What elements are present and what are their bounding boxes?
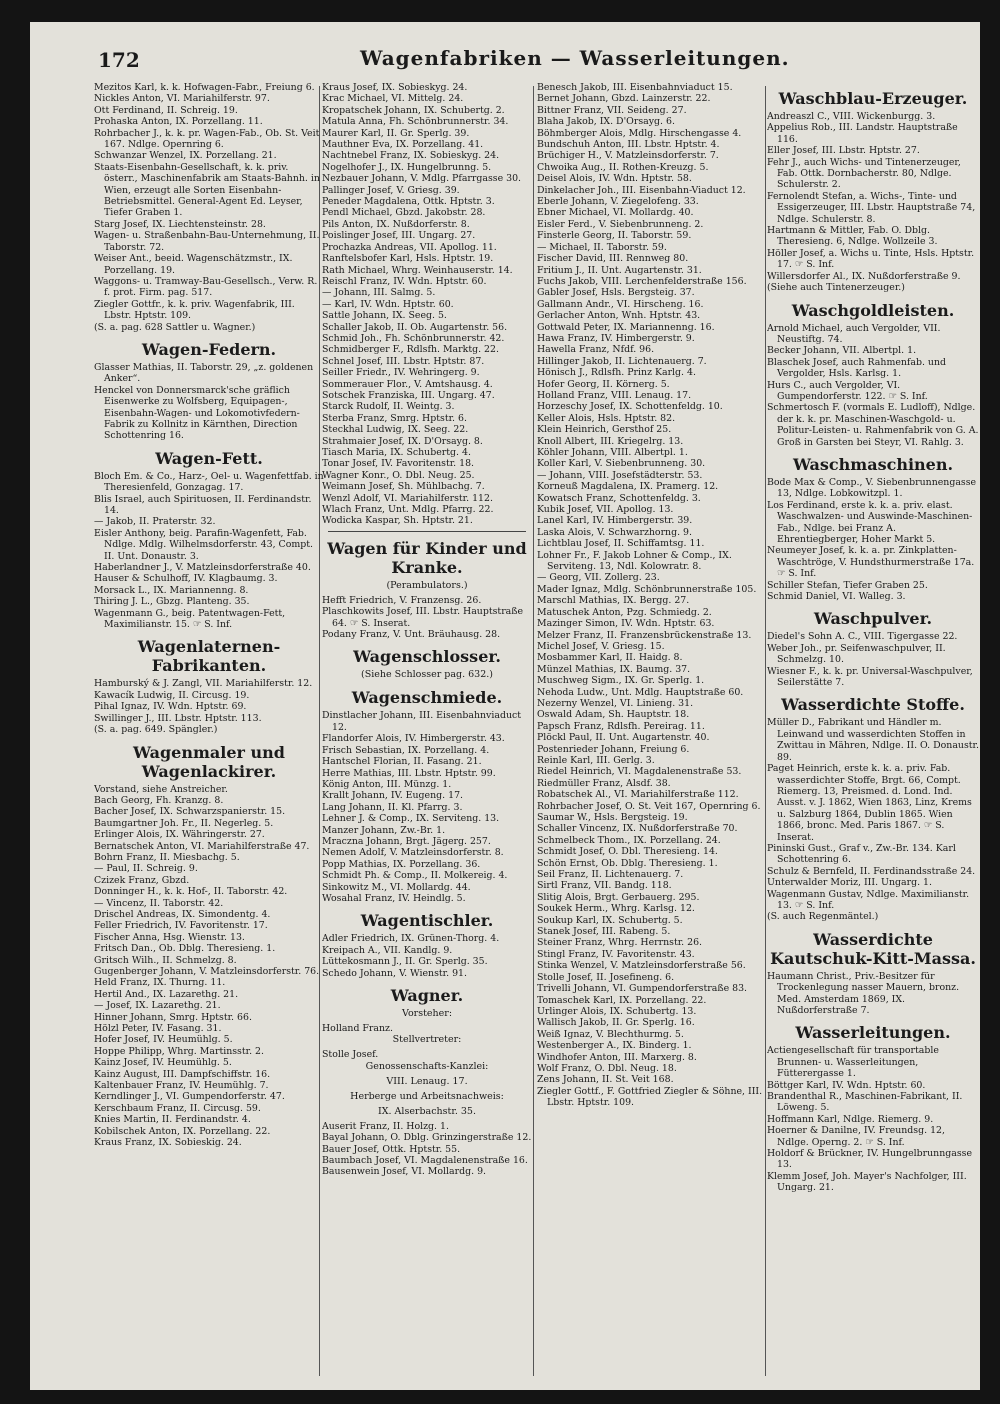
directory-entry: Korneuß Magdalena, IX. Pramerg. 12.: [537, 481, 719, 493]
directory-entry: Wagner Konr., O. Dbl. Neug. 25.: [322, 469, 475, 481]
directory-entry: Bloch Em. & Co., Harz-, Oel- u. Wagenfettfab. in Theresienfeld, Gonzagag. 17.: [94, 470, 324, 494]
directory-entry: Rohrbacher Josef, O. St. Veit 167, Opernring 6.: [537, 800, 761, 812]
directory-entry: Erlinger Alois, IX. Währingerstr. 27.: [94, 829, 265, 841]
directory-entry: Soukek Herm., Whrg. Karlsg. 12.: [537, 903, 695, 915]
directory-page: [30, 22, 980, 1390]
directory-entry: Seil Franz, II. Lichtenauerg. 7.: [537, 869, 684, 881]
directory-entry: Matula Anna, Fh. Schönbrunnerstr. 34.: [322, 116, 509, 128]
directory-entry: Reinle Karl, III. Gerlg. 3.: [537, 754, 655, 766]
directory-entry: — Michael, II. Taborstr. 59.: [537, 241, 667, 253]
directory-entry: Saumar W., Hsls. Bergsteig. 19.: [537, 812, 688, 823]
directory-entry: Maurer Karl, II. Gr. Sperlg. 39.: [322, 127, 470, 139]
directory-entry: Knies Martin, II. Ferdinandstr. 4.: [94, 1114, 251, 1126]
directory-entry: Münzel Mathias, IX. Baumg. 37.: [537, 663, 691, 675]
directory-entry: Hawella Franz, Nfdf. 96.: [537, 344, 655, 356]
directory-entry: Pallinger Josef, V. Griesg. 39.: [322, 184, 460, 196]
directory-entry: Lanel Karl, IV. Himbergerstr. 39.: [537, 515, 693, 527]
directory-entry: Bausenwein Josef, VI. Mollardg. 9.: [322, 1166, 487, 1178]
directory-entry: Fuchs Jakob, VIII. Lerchenfelderstraße 156.: [537, 275, 747, 287]
directory-entry: Finsterle Georg, II. Taborstr. 59.: [537, 230, 692, 242]
directory-entry: Schmertosch F. (vormals E. Ludloff), Ndlge. der k. k. pr. Maschinen-Waschgold- u. Politur-Leisten- u. Rahmenfabrik von G. A. Groß in Garsten bei Steyr, VI. Rahlg. 3.: [767, 402, 979, 448]
section-subheading: (Siehe Schlosser pag. 632.): [361, 669, 493, 681]
directory-entry: Klein Heinrich, Gersthof 25.: [537, 424, 672, 436]
directory-entry: Holland Franz, VIII. Lenaug. 17.: [537, 389, 692, 401]
directory-entry: Schaller Vincenz, IX. Nußdorferstraße 70.: [537, 823, 738, 835]
directory-entry: Steckhal Ludwig, IX. Seeg. 22.: [322, 424, 469, 436]
directory-entry: Rohrbacher J., k. k. pr. Wagen-Fab., Ob. St. Veit 167. Ndlge. Opernring 6.: [94, 127, 320, 151]
directory-entry: Fernolendt Stefan, a. Wichs-, Tinte- und Essigerzeuger, III. Lbstr. Hauptstraße 74, Ndlge. Schulerstr. 8.: [767, 190, 976, 225]
directory-entry: Schmid Daniel, VI. Walleg. 3.: [767, 591, 906, 603]
section-title: Wagen für Kinder und Kranke.: [327, 538, 527, 577]
directory-entry: Bach Georg, Fh. Kranzg. 8.: [94, 794, 224, 806]
directory-entry: Slitig Alois, Brgt. Gerbauerg. 295.: [537, 891, 700, 903]
directory-entry: Matuschek Anton, Pzg. Schmiedg. 2.: [537, 606, 712, 618]
directory-entry: Neumeyer Josef, k. k. a. pr. Zinkplatten-Waschtröge, V. Hundsthurmerstraße 17a. ☞ S. Inf.: [767, 545, 975, 580]
directory-entry: Haberlandner J., V. Matzleinsdorferstraße 40.: [94, 562, 311, 574]
directory-entry: Sirtl Franz, VII. Bandg. 118.: [537, 880, 672, 892]
section-title: Wagenmaler und Wagenlackirer.: [133, 742, 285, 781]
directory-entry: Waggons- u. Tramway-Bau-Gesellsch., Verw. R. f. prot. Firm. pag. 517.: [94, 275, 318, 299]
directory-entry: Tiasch Maria, IX. Schubertg. 4.: [322, 447, 471, 458]
directory-entry: Hoerner & Danilne, IV. Freundsg. 12, Ndlge. Operng. 2. ☞ S. Inf.: [767, 1125, 945, 1148]
directory-entry: Fritsch Dan., Ob. Dblg. Theresieng. 1.: [94, 943, 276, 955]
section-title: Wasserdichte Stoffe.: [781, 695, 965, 715]
directory-entry: Held Franz, IX. Thurng. 11.: [94, 977, 226, 989]
directory-entry: Krallt Johann, IV. Eugeng. 17.: [322, 790, 464, 802]
directory-entry: Brandenthal R., Maschinen-Fabrikant, II. Löweng. 5.: [767, 1091, 963, 1114]
directory-entry: Sterba Franz, Smrg. Hptstr. 6.: [322, 412, 467, 424]
directory-entry: Andreaszl C., VIII. Wickenburgg. 3.: [767, 111, 936, 122]
directory-entry: Fischer David, III. Rennweg 80.: [537, 253, 689, 265]
directory-entry: Rath Michael, Whrg. Weinhauserstr. 14.: [322, 264, 513, 276]
directory-entry: Keller Alois, Hsls. Hptstr. 82.: [537, 412, 676, 424]
directory-entry: — Paul, II. Schreig. 9.: [94, 863, 198, 875]
section-subheading: VIII. Lenaug. 17.: [386, 1075, 468, 1087]
directory-entry: Mauthner Eva, IX. Porzellang. 41.: [322, 139, 484, 151]
directory-entry: Paget Heinrich, erste k. k. a. priv. Fab. wasserdichter Stoffe, Brgt. 66, Compt. Riemerg. 13, Preismed. d. Lond. Ind. Ausst. v. J. 1862, Wien 1863, Linz, Krems u. Salzburg 1864, Dublin 1865. Wien 1866, bronc. Med. Paris 1867. ☞ S. Inserat.: [767, 763, 972, 843]
directory-entry: Postenrieder Johann, Freiung 6.: [537, 743, 690, 755]
directory-entry: Marschl Mathias, IX. Bergg. 27.: [537, 595, 690, 607]
directory-entry: Oswald Adam, Sh. Hauptstr. 18.: [537, 709, 690, 721]
directory-entry: Lang Johann, II. Kl. Pfarrg. 3.: [322, 801, 463, 813]
directory-entry: Hinner Johann, Smrg. Hptstr. 66.: [94, 1011, 252, 1023]
directory-entry: Ziegler Gottfr., k. k. priv. Wagenfabrik, III. Lbstr. Hptstr. 109.: [94, 298, 295, 322]
directory-entry: Eisler Anthony, beig. Parafin-Wagenfett, Fab. Ndlge. Mdlg. Wilhelmsdorferstr. 43, Compt. II. Unt. Donaustr. 3.: [94, 527, 313, 562]
directory-entry: Pendl Michael, Gbzd. Jakobstr. 28.: [322, 207, 486, 219]
directory-entry: Hawa Franz, IV. Himbergerstr. 9.: [537, 332, 695, 344]
directory-entry: Willersdorfer Al., IX. Nußdorferstraße 9.: [767, 270, 961, 282]
directory-entry: Hamburský & J. Zangl, VII. Mariahilferstr. 12.: [94, 678, 313, 690]
section-title: Wagenlaternen-Fabrikanten.: [137, 637, 281, 676]
directory-entry: — Vincenz, II. Taborstr. 42.: [94, 897, 224, 909]
column-4: [767, 82, 979, 1382]
directory-entry: Nezerny Wenzel, VI. Linieng. 31.: [537, 697, 694, 709]
directory-entry: Wagenmann G., beig. Patentwagen-Fett, Maximilianstr. 15. ☞ S. Inf.: [94, 607, 286, 631]
directory-entry: Podany Franz, V. Unt. Bräuhausg. 28.: [322, 629, 501, 641]
directory-entry: Frisch Sebastian, IX. Porzellang. 4.: [322, 744, 490, 756]
directory-entry: Krac Michael, VI. Mittelg. 24.: [322, 93, 464, 105]
directory-entry: Hoppe Philipp, Whrg. Martinsstr. 2.: [94, 1045, 264, 1057]
directory-entry: Horzeschy Josef, IX. Schottenfeldg. 10.: [537, 401, 723, 413]
directory-entry: Hillinger Jakob, II. Lichtenauerg. 7.: [537, 355, 707, 367]
directory-entry: Reischl Franz, IV. Wdn. Hptstr. 60.: [322, 275, 487, 287]
directory-entry: Donninger H., k. k. Hof-, II. Taborstr. 42.: [94, 886, 288, 898]
directory-entry: Vorstand, siehe Anstreicher.: [94, 783, 228, 795]
directory-entry: Feller Friedrich, IV. Favoritenstr. 17.: [94, 920, 268, 932]
directory-entry: Henckel von Donnersmarck'sche gräflich Eisenwerke zu Wolfsberg, Equipagen-, Eisenbahn-Wagen- und Lokomotivfedern-Fabrik zu Kollnitz in Kärnthen, Direction Schottenring 16.: [94, 384, 300, 442]
section-title: Wasserleitungen.: [795, 1023, 951, 1043]
directory-entry: Mazinger Simon, IV. Wdn. Hptstr. 63.: [537, 618, 715, 630]
section-subheading: IX. Alserbachstr. 35.: [377, 1105, 476, 1117]
directory-entry: — Josef, IX. Lazarethg. 21.: [94, 1000, 221, 1012]
directory-entry: Schön Ernst, Ob. Dblg. Theresieng. 1.: [537, 857, 718, 869]
directory-entry: Wlach Franz, Unt. Mdlg. Pfarrg. 22.: [322, 504, 494, 516]
directory-entry: Diedel's Sohn A. C., VIII. Tigergasse 22.: [767, 631, 958, 643]
directory-entry: Schwanzar Wenzel, IX. Porzellang. 21.: [94, 150, 277, 162]
directory-entry: Prochazka Andreas, VII. Apollog. 11.: [322, 241, 497, 253]
directory-entry: Staats-Eisenbahn-Gesellschaft, k. k. priv. österr., Maschinenfabrik am Staats-Bahnh. in Wien, erzeugt alle Sorten Eisenbahn-Betriebsmittel. General-Agent Ed. Leyser, Tiefer Graben 1.: [94, 161, 320, 219]
directory-entry: König Anton, III. Münzg. 1.: [322, 778, 452, 790]
directory-entry: Brüchiger H., V. Matzleinsdorferstr. 7.: [537, 150, 719, 162]
directory-entry: Weber Joh., pr. Seifenwaschpulver, II. Schmelzg. 10.: [767, 642, 946, 666]
directory-entry: Wenzl Adolf, VI. Mariahilferstr. 112.: [322, 492, 493, 504]
directory-entry: Seiller Friedr., IV. Wehringerg. 9.: [322, 367, 480, 379]
directory-entry: Muschweg Sigm., IX. Gr. Sperlg. 1.: [537, 675, 705, 687]
directory-entry: Wolf Franz, O. Dbl. Neug. 18.: [537, 1062, 677, 1074]
directory-entry: Hofer Georg, II. Körnerg. 5.: [537, 378, 670, 390]
directory-entry: — Karl, IV. Wdn. Hptstr. 60.: [322, 298, 454, 310]
section-title: Wagen-Fett.: [155, 448, 263, 468]
directory-entry: Strahmaier Josef, IX. D'Orsayg. 8.: [322, 435, 483, 447]
directory-entry: Wallisch Jakob, II. Gr. Sperlg. 16.: [537, 1017, 695, 1029]
section-subheading: Herberge und Arbeitsnachweis:: [350, 1090, 504, 1102]
section-subheading: (Perambulators.): [386, 579, 468, 591]
directory-entry: Drischel Andreas, IX. Simondentg. 4.: [94, 908, 271, 920]
section-title: Wagen-Federn.: [141, 339, 277, 359]
directory-entry: Ranftelsbofer Karl, Hsls. Hptstr. 19.: [322, 253, 494, 265]
directory-entry: Stolle Josef.: [322, 1049, 379, 1061]
directory-entry: Wodicka Kaspar, Sh. Hptstr. 21.: [322, 515, 473, 527]
directory-entry: — Georg, VII. Zollerg. 23.: [537, 572, 660, 584]
section-title: Waschmaschinen.: [792, 454, 954, 474]
section-subheading: Genossenschafts-Kanzlei:: [365, 1060, 489, 1072]
directory-entry: Koller Karl, V. Siebenbrunneng. 30.: [537, 458, 706, 470]
directory-entry: Bernet Johann, Gbzd. Lainzerstr. 22.: [537, 93, 711, 105]
directory-entry: Mezitos Karl, k. k. Hofwagen-Fabr., Freiung 6.: [94, 82, 315, 93]
directory-entry: Böttger Karl, IV. Wdn. Hptstr. 60.: [767, 1079, 926, 1091]
column-1: [94, 82, 324, 1382]
directory-entry: Schaller Jakob, II. Ob. Augartenstr. 56.: [322, 321, 508, 333]
directory-entry: (S. a. pag. 649. Spängler.): [94, 724, 218, 736]
page-number: 172: [98, 48, 140, 72]
directory-entry: Lüttekosmann J., II. Gr. Sperlg. 35.: [322, 956, 488, 968]
directory-entry: Holdorf & Brückner, IV. Hungelbrunngasse 13.: [767, 1148, 973, 1171]
directory-entry: — Johann, III. Salmg. 5.: [322, 287, 436, 299]
directory-entry: Auserit Franz, II. Holzg. 1.: [322, 1120, 449, 1132]
directory-entry: Nickles Anton, VI. Mariahilferstr. 97.: [94, 93, 270, 105]
directory-entry: — Jakob, II. Praterstr. 32.: [94, 516, 216, 528]
directory-entry: Hefft Friedrich, V. Franzensg. 26.: [322, 594, 482, 606]
directory-entry: Melzer Franz, II. Franzensbrückenstraße 13.: [537, 629, 752, 641]
directory-entry: Hönisch J., Rdlsfh. Prinz Karlg. 4.: [537, 367, 696, 379]
directory-entry: Gritsch Wilh., II. Schmelzg. 8.: [94, 954, 237, 966]
directory-entry: Bernatschek Anton, VI. Mariahilferstraße 47.: [94, 840, 310, 852]
directory-entry: Kobilschek Anton, IX. Porzellang. 22.: [94, 1125, 271, 1137]
directory-entry: Prohaska Anton, IX. Porzellang. 11.: [94, 116, 263, 128]
directory-entry: Kreipach A., VII. Kandlg. 9.: [322, 944, 453, 956]
directory-entry: Hantschel Florian, II. Fasang. 21.: [322, 756, 482, 768]
directory-entry: Sommerauer Flor., V. Amtshausg. 4.: [322, 378, 493, 390]
directory-entry: Schmidt Josef, O. Dbl. Theresieng. 14.: [537, 846, 718, 858]
directory-entry: Lichtblau Josef, II. Schiffamtsg. 11.: [537, 538, 705, 550]
directory-entry: Eberle Johann, V. Ziegelofeng. 33.: [537, 196, 699, 208]
directory-entry: Bohrn Franz, II. Miesbachg. 5.: [94, 851, 240, 863]
directory-entry: Plöckl Paul, II. Unt. Augartenstr. 40.: [537, 732, 710, 744]
section-title: Wagenschlosser.: [353, 647, 501, 667]
column-divider: [533, 86, 534, 1376]
directory-entry: Schedo Johann, V. Wienstr. 91.: [322, 967, 467, 979]
directory-entry: Lehner J. & Comp., IX. Serviteng. 13.: [322, 813, 500, 825]
directory-entry: Unterwalder Moriz, III. Ungarg. 1.: [767, 877, 932, 889]
directory-entry: Weiß Ignaz, V. Blechthurmg. 5.: [537, 1028, 684, 1040]
directory-entry: Tonar Josef, IV. Favoritenstr. 18.: [322, 458, 475, 470]
directory-entry: Adler Friedrich, IX. Grünen-Thorg. 4.: [322, 933, 500, 945]
directory-entry: Laska Alois, V. Schwarzhorng. 9.: [537, 526, 693, 538]
directory-entry: Köhler Johann, VIII. Albertpl. 1.: [537, 447, 688, 458]
directory-entry: Gerlacher Anton, Wnh. Hptstr. 43.: [537, 310, 701, 322]
directory-entry: Nehoda Ludw., Unt. Mdlg. Hauptstraße 60.: [537, 686, 744, 698]
directory-entry: Kropatschek Johann, IX. Schubertg. 2.: [322, 104, 505, 116]
directory-entry: Kraus Josef, IX. Sobieskyg. 24.: [322, 82, 468, 93]
directory-entry: Baumbach Josef, VI. Magdalenenstraße 16.: [322, 1155, 528, 1167]
directory-entry: Papsch Franz, Rdlsfh. Pereirag. 11.: [537, 720, 705, 732]
directory-entry: Nemen Adolf, V. Matzleinsdorferstr. 8.: [322, 847, 504, 859]
directory-entry: Wiesner F., k. k. pr. Universal-Waschpulver, Seilerstätte 7.: [767, 665, 973, 689]
section-title: Wagner.: [390, 986, 464, 1005]
directory-entry: Stingl Franz, IV. Favoritenstr. 43.: [537, 948, 695, 960]
directory-entry: (S. a. pag. 628 Sattler u. Wagner.): [94, 321, 256, 333]
directory-entry: (Siehe auch Tintenerzeuger.): [767, 282, 905, 294]
directory-entry: Haumann Christ., Priv.-Besitzer für Trockenlegung nasser Mauern, bronz. Med. Amsterdam 1869, IX. Nußdorferstraße 7.: [767, 970, 960, 1016]
directory-entry: Los Ferdinand, erste k. k. a. priv. elast. Waschwalzen- und Auswinde-Maschinen-Fab., Ndlge. bei Franz A. Ehrentiegberger, Hoher Markt 5.: [767, 499, 973, 545]
directory-entry: Trivelli Johann, VI. Gumpendorferstraße 83.: [537, 983, 748, 995]
column-2: [322, 82, 532, 1382]
directory-entry: Glasser Mathias, II. Taborstr. 29, „z. goldenen Anker“.: [94, 361, 314, 385]
directory-entry: Hertil And., IX. Lazarethg. 21.: [94, 988, 239, 1000]
directory-entry: Wagenmann Gustav, Ndlge. Maximilianstr. 13. ☞ S. Inf.: [767, 888, 970, 911]
directory-entry: Sotschek Franziska, III. Ungarg. 47.: [322, 389, 495, 401]
directory-entry: Schnel Josef, III. Lbstr. Hptstr. 87.: [322, 355, 485, 367]
directory-entry: Becker Johann, VII. Albertpl. 1.: [767, 345, 917, 357]
directory-entry: Höller Josef, a. Wichs u. Tinte, Hsls. Hptstr. 17. ☞ S. Inf.: [767, 247, 975, 271]
directory-entry: Bode Max & Comp., V. Siebenbrunnengasse 13, Ndlge. Lobkowitzpl. 1.: [767, 476, 977, 500]
directory-entry: Kubik Josef, VII. Apollog. 13.: [537, 504, 674, 516]
section-title: Waschgoldleisten.: [791, 300, 955, 320]
directory-entry: Böhmberger Alois, Mdlg. Hirschengasse 4.: [537, 127, 742, 139]
directory-entry: Hurs C., auch Vergolder, VI. Gumpendorferstr. 122. ☞ S. Inf.: [767, 379, 928, 402]
directory-entry: Thiring J. L., Gbzg. Planteng. 35.: [94, 596, 250, 608]
directory-entry: Pils Anton, IX. Nußdorferstr. 8.: [322, 218, 470, 230]
section-title: Waschblau-Erzeuger.: [778, 89, 968, 108]
directory-entry: Hauser & Schulhoff, IV. Klagbaumg. 3.: [94, 573, 278, 585]
directory-entry: Kawacík Ludwig, II. Circusg. 19.: [94, 689, 250, 701]
directory-entry: Schmidt Ph. & Comp., II. Molkereig. 4.: [322, 870, 508, 882]
directory-entry: Weiser Ant., beeid. Wagenschätzmstr., IX. Porzellang. 19.: [94, 253, 293, 276]
directory-entry: Fehr J., auch Wichs- und Tintenerzeuger, Fab. Ottk. Dornbacherstr. 80, Ndlge. Schulerstr. 2.: [767, 156, 961, 191]
directory-entry: Pininski Gust., Graf v., Zw.-Br. 134. Karl Schottenring 6.: [767, 842, 956, 866]
directory-entry: Schiller Stefan, Tiefer Graben 25.: [767, 579, 928, 591]
directory-entry: Ott Ferdinand, II. Schreig. 19.: [94, 104, 238, 116]
directory-entry: Schmidberger F., Rdlsfh. Marktg. 22.: [322, 344, 499, 356]
directory-entry: Windhofer Anton, III. Marxerg. 8.: [537, 1051, 697, 1063]
directory-entry: Schulz & Bernfeld, II. Ferdinandsstraße 24.: [767, 865, 976, 877]
directory-entry: Starck Rudolf, II. Weintg. 3.: [322, 401, 455, 413]
section-subheading: Stellvertreter:: [392, 1034, 462, 1046]
directory-entry: Klemm Josef, Joh. Mayer's Nachfolger, III. Ungarg. 21.: [767, 1170, 967, 1194]
directory-entry: Flandorfer Alois, IV. Himbergerstr. 43.: [322, 733, 505, 745]
directory-entry: Bayal Johann, O. Dblg. Grinzingerstraße 12.: [322, 1132, 532, 1144]
directory-entry: Wosahal Franz, IV. Heindlg. 5.: [322, 892, 466, 904]
directory-entry: Stinka Wenzel, V. Matzleinsdorferstraße 56.: [537, 960, 746, 972]
directory-entry: Herre Mathias, III. Lbstr. Hptstr. 99.: [322, 767, 496, 779]
directory-entry: Lohner Fr., F. Jakob Lohner & Comp., IX. Serviteng. 13, Ndl. Kolowratr. 8.: [537, 549, 732, 573]
directory-entry: Holland Franz.: [322, 1023, 393, 1034]
directory-entry: Fischer Anna, Hsg. Wienstr. 13.: [94, 931, 245, 943]
directory-entry: Gabler Josef, Hsls. Bergsteig. 37.: [537, 287, 695, 299]
directory-entry: Swillinger J., III. Lbstr. Hptstr. 113.: [94, 712, 262, 724]
directory-entry: Sinkowitz M., VI. Mollardg. 44.: [322, 881, 471, 893]
directory-entry: Gottwald Peter, IX. Mariannenng. 16.: [537, 321, 715, 333]
directory-entry: Eisler Ferd., V. Siebenbrunneng. 2.: [537, 218, 704, 230]
directory-entry: Soukup Karl, IX. Schubertg. 5.: [537, 914, 683, 926]
directory-entry: Knoll Albert, III. Kriegelrg. 13.: [537, 435, 684, 447]
directory-entry: Kainz Josef, IV. Heumühlg. 5.: [94, 1057, 232, 1069]
section-title: Wasserdichte Kautschuk-Kitt-Massa.: [770, 929, 976, 968]
running-header: Wagenfabriken — Wasserleitungen.: [360, 46, 790, 70]
directory-entry: Kerndlinger J., VI. Gumpendorferstr. 47.: [94, 1091, 285, 1103]
directory-entry: Dinkelacher Joh., III. Eisenbahn-Viaduct 12.: [537, 184, 746, 196]
section-divider: [328, 531, 526, 532]
directory-entry: Blaha Jakob, IX. D'Orsayg. 6.: [537, 116, 675, 128]
directory-entry: Dinstlacher Johann, III. Eisenbahnviaduct 12.: [322, 710, 521, 733]
directory-entry: Hölzl Peter, IV. Fasang. 31.: [94, 1023, 222, 1035]
directory-entry: Appelius Rob., III. Landstr. Hauptstraße 116.: [767, 122, 958, 145]
column-3: [537, 82, 769, 1382]
directory-entry: Nachtnebel Franz, IX. Sobieskyg. 24.: [322, 150, 500, 162]
directory-entry: Manzer Johann, Zw.-Br. 1.: [322, 824, 446, 836]
directory-entry: (S. auch Regenmäntel.): [767, 911, 879, 923]
directory-entry: Mraczna Johann, Brgt. Jägerg. 257.: [322, 835, 491, 847]
directory-entry: Mader Ignaz, Mdlg. Schönbrunnerstraße 105.: [537, 583, 757, 595]
directory-entry: Hartmann & Mittler, Fab. O. Dblg. Theresieng. 6, Ndlge. Wollzeile 3.: [767, 225, 938, 248]
directory-entry: Robatschek Al., VI. Mariahilferstraße 112.: [537, 789, 739, 801]
section-title: Wagenschmiede.: [351, 688, 503, 708]
directory-entry: Pihal Ignaz, IV. Wdn. Hptstr. 69.: [94, 701, 247, 713]
directory-entry: Blis Israel, auch Spirituosen, II. Ferdinandstr. 14.: [94, 493, 312, 516]
directory-entry: Weimann Josef, Sh. Mühlbachg. 7.: [322, 481, 485, 493]
directory-entry: Tomaschek Karl, IX. Porzellang. 22.: [537, 994, 707, 1006]
directory-entry: Fritium J., II. Unt. Augartenstr. 31.: [537, 264, 702, 276]
directory-entry: Blaschek Josef, auch Rahmenfab. und Vergolder, Hsls. Karlsg. 1.: [767, 356, 947, 380]
directory-entry: Gallmann Andr., VI. Hirscheng. 16.: [537, 298, 704, 310]
directory-entry: Steiner Franz, Whrg. Herrnstr. 26.: [537, 937, 703, 949]
directory-entry: Morsack L., IX. Mariannenng. 8.: [94, 584, 249, 596]
directory-entry: Michel Josef, V. Griesg. 15.: [537, 640, 665, 652]
directory-entry: Riedmüller Franz, Alsdf. 38.: [537, 777, 671, 789]
directory-entry: Deisel Alois, IV. Wdn. Hptstr. 58.: [537, 173, 692, 185]
directory-entry: Gugenberger Johann, V. Matzleinsdorferstr. 76.: [94, 966, 320, 977]
directory-entry: Kaltenbauer Franz, IV. Heumühlg. 7.: [94, 1080, 269, 1092]
directory-entry: Stanek Josef, III. Rabeng. 5.: [537, 926, 671, 938]
directory-entry: Hoffmann Karl, Ndlge. Riemerg. 9.: [767, 1113, 934, 1125]
directory-entry: Schmelbeck Thom., IX. Porzellang. 24.: [537, 834, 721, 846]
directory-entry: Ziegler Gottf., F. Gottfried Ziegler & Söhne, III. Lbstr. Hptstr. 109.: [537, 1085, 763, 1109]
directory-entry: — Johann, VIII. Josefstädterstr. 53.: [537, 469, 703, 481]
directory-entry: Westenberger A., IX. Binderg. 1.: [537, 1040, 692, 1052]
directory-entry: Popp Mathias, IX. Porzellang. 36.: [322, 858, 481, 870]
directory-entry: Benesch Jakob, III. Eisenbahnviaduct 15.: [537, 82, 733, 93]
directory-entry: Bundschuh Anton, III. Lbstr. Hptstr. 4.: [537, 139, 720, 151]
directory-entry: Sattle Johann, IX. Seeg. 5.: [322, 310, 447, 322]
directory-entry: Müller D., Fabrikant und Händler m. Leinwand und wasserdichten Stoffen in Zwittau in Mähren, Ndlge. II. O. Donaustr. 89.: [767, 717, 979, 763]
directory-entry: Stolle Josef, II. Josefineng. 6.: [537, 971, 675, 983]
directory-entry: Mosbammer Karl, II. Haidg. 8.: [537, 652, 683, 664]
directory-entry: Bacher Josef, IX. Schwarzspanierstr. 15.: [94, 806, 286, 818]
directory-entry: Plaschkowits Josef, III. Lbstr. Hauptstraße 64. ☞ S. Inserat.: [322, 606, 524, 629]
directory-entry: Bauer Josef, Ottk. Hptstr. 55.: [322, 1143, 461, 1155]
directory-entry: Arnold Michael, auch Vergolder, VII. Neustiftg. 74.: [767, 322, 941, 345]
directory-entry: Kainz August, III. Dampfschiffstr. 16.: [94, 1068, 271, 1080]
directory-entry: Chwoika Aug., II. Rothen-Kreuzg. 5.: [537, 161, 709, 173]
directory-entry: Kowatsch Franz, Schottenfeldg. 3.: [537, 492, 701, 504]
directory-entry: Poislinger Josef, III. Ungarg. 27.: [322, 230, 476, 242]
directory-entry: Ebner Michael, VI. Mollardg. 40.: [537, 207, 694, 219]
directory-entry: Peneder Magdalena, Ottk. Hptstr. 3.: [322, 196, 495, 208]
directory-entry: Schmid Joh., Fh. Schönbrunnerstr. 42.: [322, 332, 505, 344]
directory-entry: Riedel Heinrich, VI. Magdalenenstraße 53.: [537, 766, 742, 778]
directory-entry: Wagen- u. Straßenbahn-Bau-Unternehmung, II. Taborstr. 72.: [94, 230, 320, 253]
directory-entry: Actiengesellschaft für transportable Brunnen- u. Wasserleitungen, Fütterergasse 1.: [767, 1045, 939, 1080]
section-subheading: Vorsteher:: [401, 1008, 453, 1019]
directory-entry: Kraus Franz, IX. Sobieskig. 24.: [94, 1137, 242, 1149]
directory-entry: Baumgartner Joh. Fr., II. Negerleg. 5.: [94, 817, 274, 829]
directory-entry: Zens Johann, II. St. Veit 168.: [537, 1074, 674, 1086]
directory-entry: Czizek Franz, Gbzd.: [94, 874, 190, 886]
directory-entry: Nogelhofer J., IX. Hungelbrunng. 5.: [322, 161, 492, 173]
directory-entry: Urlinger Alois, IX. Schubertg. 13.: [537, 1005, 697, 1017]
directory-entry: Starg Josef, IX. Liechtensteinstr. 28.: [94, 218, 266, 230]
section-title: Waschpulver.: [813, 609, 933, 629]
directory-entry: Eller Josef, III. Lbstr. Hptstr. 27.: [767, 145, 920, 157]
directory-entry: Bittner Franz, VII. Seideng. 27.: [537, 104, 687, 116]
directory-entry: Nezbauer Johann, V. Mdlg. Pfarrgasse 30.: [322, 173, 522, 185]
directory-entry: Kerschbaum Franz, II. Circusg. 59.: [94, 1102, 261, 1114]
section-title: Wagentischler.: [360, 911, 494, 931]
directory-entry: Hofer Josef, IV. Heumühlg. 5.: [94, 1034, 233, 1046]
